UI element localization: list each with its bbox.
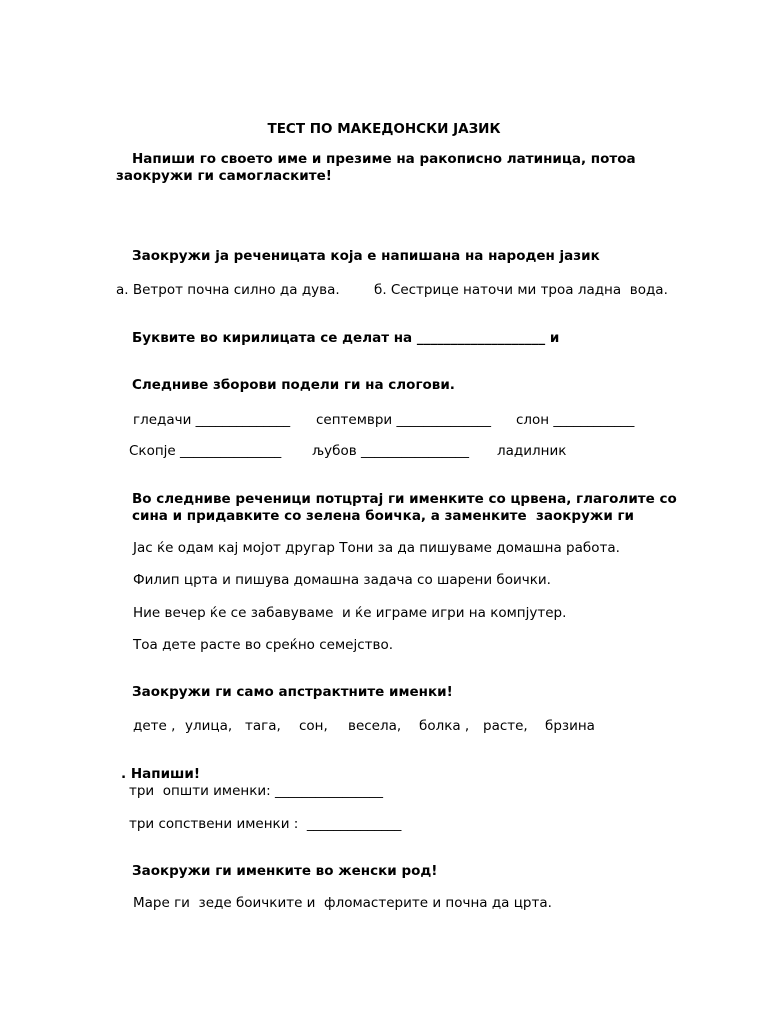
task2-option-a: а. Ветрот почна силно да дува. — [116, 282, 340, 298]
task7-line2: три сопствени именки : ______________ — [129, 816, 402, 832]
task5-sentence: Ние вечер ќе се забавуваме и ќе играме игри на компјутер. — [133, 605, 567, 621]
task4-row2-item2: љубов ________________ — [312, 443, 470, 459]
task8-heading: Заокружи ги именките во женски род! — [132, 863, 438, 879]
task6-word: болка , — [419, 718, 470, 734]
task7-line1: три општи именки: ________________ — [129, 783, 384, 799]
task7-heading: . Напиши! — [121, 766, 200, 782]
task4-row1-item3: слон ____________ — [516, 412, 635, 428]
task5-line2: сина и придавките со зелена боичка, а заменките заокружи ги — [132, 508, 634, 524]
task5-line1: Во следниве реченици потцртај ги именките со црвена, глаголите со — [132, 491, 677, 507]
task4-row2-item3: ладилник — [497, 443, 567, 459]
page-title: ТЕСТ ПО МАКЕДОНСКИ ЈАЗИК — [267, 121, 501, 137]
task8-sentence: Маре ги зеде боичките и фломастерите и почна да црта. — [133, 895, 552, 911]
task6-word: тага, — [245, 718, 281, 734]
task4-row1-item1: гледачи ______________ — [133, 412, 291, 428]
task2-heading: Заокружи ја реченицата која е напишана на народен јазик — [132, 248, 600, 264]
task6-word: расте, — [483, 718, 528, 734]
task1-line1: Напиши го своето име и презиме на ракописно латиница, потоа — [132, 151, 636, 167]
task6-word: весела, — [348, 718, 402, 734]
task4-heading: Следниве зборови подели ги на слогови. — [132, 377, 455, 393]
task6-word: дете , — [133, 718, 176, 734]
task6-word: брзина — [545, 718, 595, 734]
task6-heading: Заокружи ги само апстрактните именки! — [132, 684, 453, 700]
task3-text: Буквите во кирилицата се делат на ___________________ и — [132, 330, 560, 346]
task1-line2: заокружи ги самогласките! — [116, 168, 332, 184]
task6-word: улица, — [185, 718, 233, 734]
task2-option-b: б. Сестрице наточи ми троа ладна вода. — [374, 282, 668, 298]
task5-sentence: Јас ќе одам кај мојот другар Тони за да пишуваме домашна работа. — [133, 540, 620, 556]
task6-word: сон, — [299, 718, 328, 734]
task5-sentence: Филип црта и пишува домашна задача со шарени боички. — [133, 572, 551, 588]
task4-row2-item1: Скопје _______________ — [129, 443, 282, 459]
task4-row1-item2: септември ______________ — [316, 412, 491, 428]
task5-sentence: Тоа дете расте во среќно семејство. — [133, 637, 393, 653]
